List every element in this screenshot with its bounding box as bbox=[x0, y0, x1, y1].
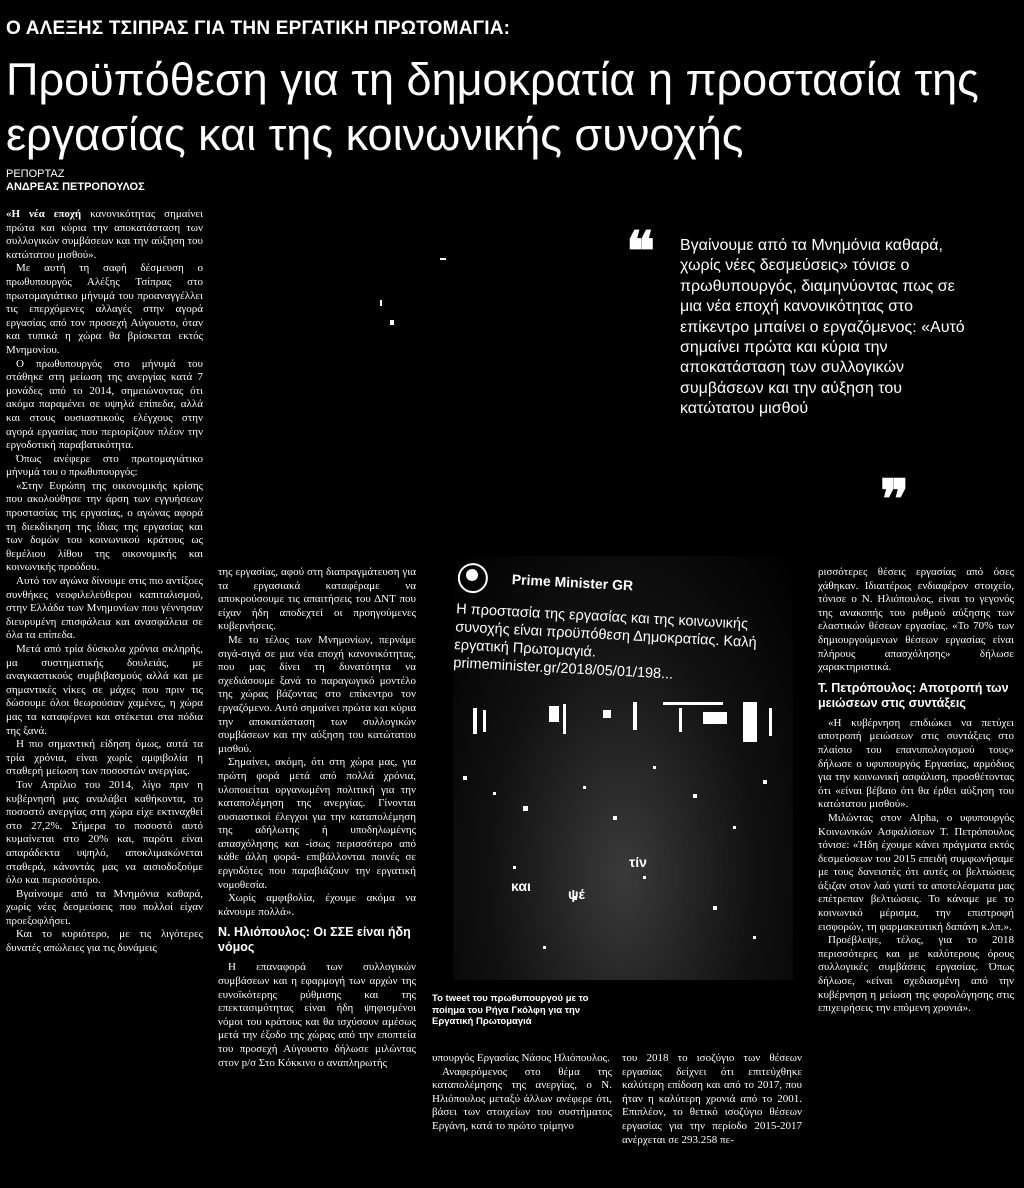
subhead-iliopoulos: Ν. Ηλιόπουλος: Οι ΣΣΕ είναι ήδη νόμος bbox=[218, 925, 411, 955]
paragraph: Με το τέλος των Μνημονίων, περνάμε σιγά-σιγά σε μια νέα εποχή κανονικότητας, που μας δίνει τη δυνατότητα να σχεδιάσουμε ξανά το παραγωγικό μοντέλο της χώρας βάζοντας στο επίκεντρο τον εργαζόμενο. Αυτό σημαίνει πρώτα και κύρια την αποκατάσταση των συλλογικών συμβάσεων και την αύξηση του κατώτατου μισθού. bbox=[218, 633, 416, 755]
article-column-5 bbox=[818, 566, 1014, 1016]
paragraph: της εργασίας, αφού στη διαπραγμάτευση για τα εργασιακά καταφέραμε να αποκρούσουμε τις απαιτήσεις του ΔΝΤ που είχαν ήδη αποδεχτεί οι προηγούμενες κυβερνήσεις. bbox=[218, 566, 416, 633]
paragraph: του 2018 το ισοζύγιο των θέσεων εργασίας δείχνει ότι επιτεύχθηκε καλύτερη επίδοση και από το 2017, που ήταν η καλύτερη χρονιά από το 2001. Επιπλέον, το θετικό ισοζύγιο θέσεων εργασίας για την περίοδο 2015-2017 ανέρχεται σε 293.258 πε- bbox=[622, 1052, 802, 1146]
quote-close-icon: ❞ bbox=[880, 470, 910, 530]
tweet-photo bbox=[453, 556, 793, 980]
paragraph: Χωρίς αμφιβολία, έχουμε ακόμα να κάνουμε πολλά». bbox=[218, 892, 416, 918]
crowd-photo bbox=[453, 696, 793, 980]
article-column-1 bbox=[6, 208, 203, 956]
paragraph: ρισσότερες θέσεις εργασίας από όσες χάθηκαν. Ιδιαιτέρως ενδιαφέρον στοιχείο, τόνισε ο Ν. Ηλιόπουλος, είναι το γεγονός της ανακοπής του ρυθμού αύξησης των ελαστικών θέσεων εργασίας. «Το 70% των δημιουργούμενων θέσεων εργασίας είναι πλήρους απασχόλησης» δήλωσε χαρακτηριστικά. bbox=[818, 566, 1014, 674]
avatar-icon bbox=[457, 562, 489, 594]
paragraph: Αυτό τον αγώνα δίνουμε στις πιο αντίξοες συνθήκες νεοφιλελεύθερου καπιταλισμού, στην Ελλάδα των Μνημονίων που γέννησαν διευρυμένη επισφάλεια και ανασφάλεια σε όλα τα επίπεδα. bbox=[6, 575, 203, 642]
photo-placard-word: ψέ bbox=[568, 886, 585, 902]
photo-placard-word: τίν bbox=[629, 854, 647, 870]
lead-bold: «Η νέα εποχή bbox=[6, 208, 82, 220]
paragraph: Βγαίνουμε από τα Μνημόνια καθαρά, χωρίς νέες δεσμεύσεις που πολλοί είχαν προεξοφλήσει. bbox=[6, 887, 203, 927]
quote-open-icon: ❝ bbox=[626, 222, 656, 282]
article-column-2 bbox=[218, 566, 416, 1070]
paragraph: Μετά από τρία δύσκολα χρόνια σκληρής, μα συστηματικής δουλειάς, με αναγκαστικούς συμβιβασμούς αλλά και με σημαντικές νίκες σε μάχες που πριν τις δώσουμε όλοι θεωρούσαν χαμένες, η χώρα μας τα καταφέρνει και στέκεται στα πόδια της ξανά. bbox=[6, 643, 203, 737]
pull-quote bbox=[680, 236, 980, 420]
paragraph: Η πιο σημαντική είδηση όμως, αυτά τα τρία χρόνια, είναι χωρίς αμφιβολία η σταθερή μείωση των ποσοστών ανεργίας. bbox=[6, 738, 203, 778]
author-name: ΑΝΔΡΕΑΣ ΠΕΤΡΟΠΟΥΛΟΣ bbox=[6, 181, 145, 193]
paragraph: Η επαναφορά των συλλογικών συμβάσεων και η εφαρμογή των αρχών της ευνοϊκότερης ρύθμισης και της επεκτασιμότητας είναι ήδη ψηφισμένοι νόμοι του κράτους και θα ισχύσουν αμέσως μετά την έξοδο της χώρας από την εποπτεία του προσεχή Αύγουστο δήλωσε μιλώντας στον p/σ Στο Κόκκινο ο αναπληρωτής bbox=[218, 961, 416, 1069]
article-column-3 bbox=[432, 1052, 612, 1134]
paragraph: υπουργός Εργασίας Νάσος Ηλιόπουλος. bbox=[432, 1052, 610, 1064]
paragraph: Όπως ανέφερε στο πρωτομαγιάτικο μήνυμά του ο πρωθυπουργός: bbox=[6, 452, 203, 479]
tweet-text: Η προστασία της εργασίας και της κοινωνικής συνοχής είναι προϋπόθεση Δημοκρατίας. Καλή εργατική Πρωτομαγιά. primeminister.gr/2018/05/01/198... bbox=[453, 601, 758, 683]
lead-rest: κανονικότητας σημαίνει πρώτα και κύρια την αποκατάσταση των συλλογικών συμβάσεων και την αύξηση του κατώτατου μισθού». bbox=[6, 208, 203, 261]
paragraph: «Στην Ευρώπη της οικονομικής κρίσης που ακολούθησε την άρση των εγγυήσεων προστασίας της εργασίας, ο αγώνας αφορά τη διεκδίκηση της ίδιας της εργασίας και των δομών του κοινωνικού κράτους ως θεμέλιου λίθου της οικονομικής και κοινωνικής προόδου. bbox=[6, 479, 203, 574]
tweet-account-name: Prime Minister GR bbox=[511, 571, 634, 594]
paragraph: Και το κυριότερο, με τις λιγότερες δυνατές απώλειες για τις δυνάμεις bbox=[6, 928, 203, 955]
lead-paragraph bbox=[6, 208, 203, 262]
paragraph: Μιλώντας στον Alpha, ο υφυπουργός Κοινωνικών Ασφαλίσεων Τ. Πετρόπουλος τόνισε: «Ήδη έχουμε κάνει πράγματα εκτός δεσμεύσεων του 2015 επειδή συμφωνήσαμε με τους δανειστές ότι αυτές οι βελτιώσεις άξιζαν στον λαό γιατί τα αποτελέσματα μας επέτρεπαν βελτιώσεις. Το κάναμε με το κοινωνικό μέρισμα, την επιστροφή εισφορών, τη φαρμακευτική δαπάνη κ.λπ.». bbox=[818, 811, 1014, 933]
headline: Προϋπόθεση για τη δημοκρατία η προστασία της εργασίας και της κοινωνικής συνοχής bbox=[6, 54, 979, 160]
photo-caption: Το tweet του πρωθυπουργού με το ποίημα του Ρήγα Γκόλφη για την Εργατική Πρωτομαγιά bbox=[432, 993, 589, 1027]
paragraph: Σημαίνει, ακόμη, ότι στη χώρα μας, για πρώτη φορά μετά από πολλά χρόνια, υλοποιείται οργανωμένη πολιτική για την καταπολέμηση της ανεργίας. Γίνονται ουσιαστικοί έλεγχοι για την καταπολέμηση της αδήλωτης ή υποδηλωμένης απασχόλησης και -ίσως περισσότερο από κάθε άλλη φορά- επιβάλλονται ποινές σε εργοδότες που παραβιάζουν την εργατική νομοθεσία. bbox=[218, 756, 416, 891]
paragraph: Τον Απρίλιο του 2014, λίγο πριν η κυβέρνησή μας αναλάβει καθήκοντα, το ποσοστό ανεργίας στη χώρα είχε εκτιναχθεί στο 27,2%. Σήμερα το ποσοστό αυτό κυμαίνεται στο 20% και, παρότι είναι απαράδεκτα υψηλό, αποκλιμακώνεται σταθερά, κάνοντάς μας να αισιοδοξούμε όλο και περισσότερο. bbox=[6, 778, 203, 887]
subhead-petropoulos: Τ. Πετρόπουλος: Αποτροπή των μειώσεων στις συντάξεις bbox=[818, 680, 1009, 710]
pull-quote-text: Βγαίνουμε από τα Μνημόνια καθαρά, χωρίς νέες δεσμεύσεις» τόνισε ο πρωθυπουργός, διαμηνύοντας πως σε μια νέα εποχή κανονικότητας στο επίκεντρο μπαίνει ο εργαζόμενος: «Αυτό σημαίνει πρώτα και κύρια την αποκατάσταση των συλλογικών συμβάσεων και την αύξηση του κατώτατου μισθού bbox=[680, 237, 965, 418]
article-column-4 bbox=[622, 1052, 802, 1147]
paragraph: «Η κυβέρνηση επιδιώκει να πετύχει αποτροπή μειώσεων στις συντάξεις στο πλαίσιο του επανυπολογισμού τους» δήλωσε ο υφυπουργός Εργασίας, αρμόδιος για την κοινωνική ασφάλιση, προσθέτοντας ότι «είναι βέβαιο ότι θα έρθει αύξηση του κατώτατου μισθού». bbox=[818, 716, 1014, 811]
paragraph: Ο πρωθυπουργός στο μήνυμά του στάθηκε στη μείωση της ανεργίας κατά 7 μονάδες από το 2014, σημειώνοντας ότι ακόμα παραμένει σε υψηλά επίπεδα, αλλά και στους ουσιαστικούς ελέγχους στην αγορά εργασίας που περιορίζουν πλέον την εργοδοτική παραβατικότητα. bbox=[6, 357, 203, 452]
kicker: Ο ΑΛΕΞΗΣ ΤΣΙΠΡΑΣ ΓΙΑ ΤΗΝ ΕΡΓΑΤΙΚΗ ΠΡΩΤΟΜΑΓΙΑ: bbox=[6, 18, 511, 39]
paragraph: Αναφερόμενος στο θέμα της καταπολέμησης της ανεργίας, ο Ν. Ηλιόπουλος μεταξύ άλλων ανέφερε ότι, βάσει των στοιχείων του συστήματος Εργάνη, κατά το πρώτο τρίμηνο bbox=[432, 1065, 612, 1132]
photo-placard-word: και bbox=[511, 878, 531, 894]
paragraph: Προέβλεψε, τέλος, για το 2018 περισσότερες και με καλύτερους όρους συλλογικές συμβάσεις εργασίας. Όπως δήλωσε, «είναι σχεδιασμένη από την κυβέρνηση η μείωση της φορολόγησης στις επιχειρήσεις την επόμενη χρονιά». bbox=[818, 934, 1014, 1015]
byline-label: ΡΕΠΟΡΤΑΖ bbox=[6, 168, 65, 180]
paragraph: Με αυτή τη σαφή δέσμευση ο πρωθυπουργός Αλέξης Τσίπρας στο πρωτομαγιάτικο μήνυμά του προαναγγέλλει τις επερχόμενες αλλαγές στην αγορά εργασίας από τον προσεχή Αύγουστο, όταν και τυπικά η χώρα θα βρίσκεται εκτός Μνημονίου. bbox=[6, 262, 203, 356]
byline bbox=[6, 168, 306, 194]
